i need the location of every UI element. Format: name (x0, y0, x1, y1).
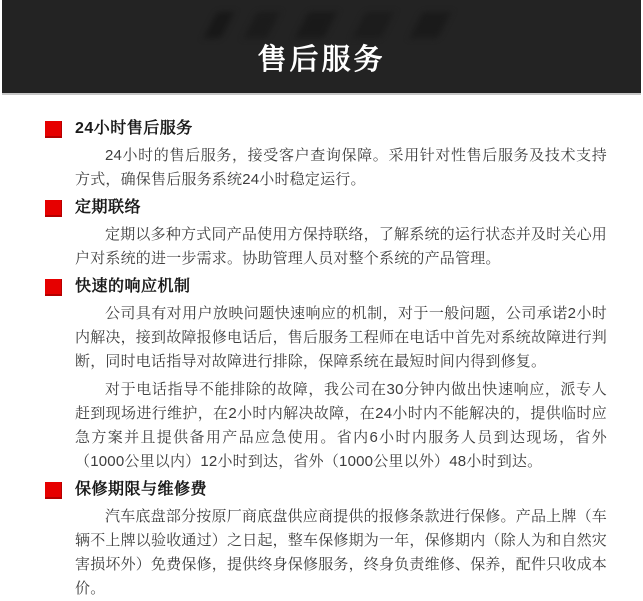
watermark-smudge (183, 12, 473, 38)
section-heading-row (45, 277, 607, 297)
content (0, 95, 643, 601)
section-heading: 24小时售后服务 (75, 120, 193, 137)
section-heading: 保修期限与维修费 (75, 481, 208, 498)
section-paragraph: 汽车底盘部分按原厂商底盘供应商提供的报修条款进行保修。产品上牌（车辆不上牌以验收通过）之日起，整车保修期为一年，保修期内（除人为和自然灾害损坏外）免费保修，提供终身保修服务，终身负责维修、保养，配件只收成本价。 (75, 508, 608, 597)
section-heading-row (45, 198, 607, 218)
section-heading-row (45, 119, 607, 139)
square-bullet-icon (45, 200, 62, 217)
section-24h-service (45, 119, 607, 192)
section-heading-row (45, 480, 607, 500)
section-heading: 定期联络 (75, 199, 142, 216)
square-bullet-icon (45, 279, 62, 296)
section-paragraph: 定期以多种方式同产品使用方保持联络，了解系统的运行状态并及时关心用户对系统的进一步需求。协助管理人员对整个系统的产品管理。 (75, 226, 607, 267)
section-paragraph: 对于电话指导不能排除的故障，我公司在30分钟内做出快速响应，派专人赶到现场进行维护，在2小时内解决故障，在24小时内不能解决的，提供临时应急方案并且提供备用产品应急使用。省内6小时内服务人员到达现场，省外（1000公里以内）12小时到达，省外（1000公里以外）48小时到达。 (75, 381, 607, 470)
section-regular-contact (45, 198, 607, 271)
page-title: 售后服务 (257, 44, 386, 76)
square-bullet-icon (45, 121, 62, 138)
section-paragraph: 公司具有对用户放映问题快速响应的机制，对于一般问题，公司承诺2小时内解决，接到故障报修电话后，售后服务工程师在电话中首先对系统故障进行判断，同时电话指导对故障进行排除，保障系统在最短时间内得到修复。 (75, 305, 608, 370)
section-warranty (45, 480, 607, 601)
square-bullet-icon (45, 482, 62, 499)
section-heading: 快速的响应机制 (75, 278, 191, 295)
page-header (2, 0, 641, 95)
section-rapid-response (45, 277, 607, 474)
section-paragraph: 24小时的售后服务，接受客户查询保障。采用针对性售后服务及技术支持方式，确保售后服务系统24小时稳定运行。 (75, 147, 607, 188)
